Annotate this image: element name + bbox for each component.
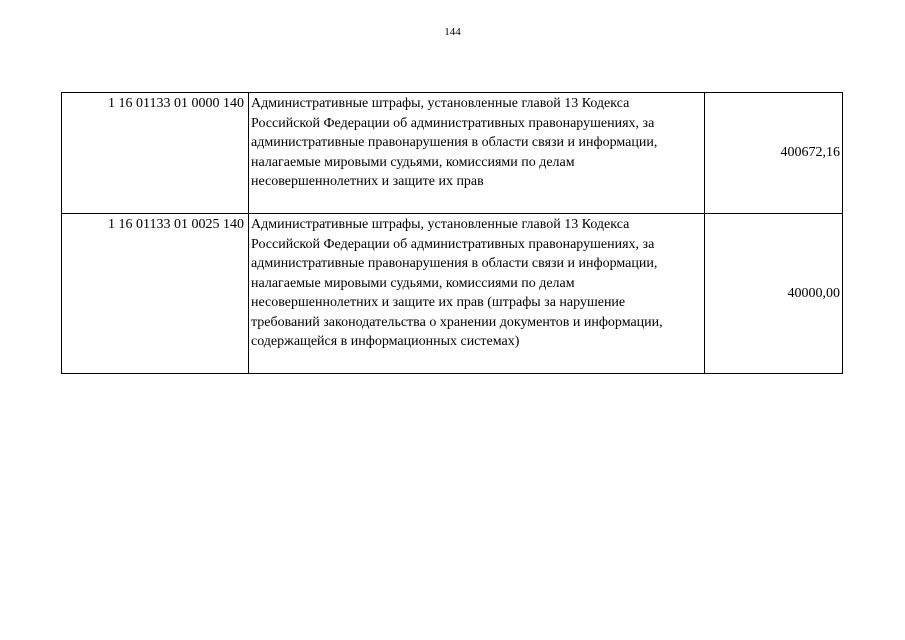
budget-code: 1 16 01133 01 0025 140	[62, 214, 249, 374]
table-row	[62, 214, 843, 374]
page-number: 144	[444, 26, 461, 38]
amount: 40000,00	[705, 214, 843, 374]
table-row	[62, 93, 843, 214]
revenue-table	[61, 92, 843, 374]
budget-code: 1 16 01133 01 0000 140	[62, 93, 249, 214]
amount: 400672,16	[705, 93, 843, 214]
revenue-description: Административные штрафы, установленные главой 13 Кодекса Российской Федерации об административных правонарушениях, за административные правонарушения в области связи и информации, налагаемые мировыми судьями, комиссиями по делам несовершеннолетних и защите их прав (штрафы за нарушение требований законодательства о хранении документов и информации, содержащейся в информационных системах)	[249, 214, 705, 374]
revenue-description: Административные штрафы, установленные главой 13 Кодекса Российской Федерации об административных правонарушениях, за административные правонарушения в области связи и информации, налагаемые мировыми судьями, комиссиями по делам несовершеннолетних и защите их прав	[249, 93, 705, 214]
